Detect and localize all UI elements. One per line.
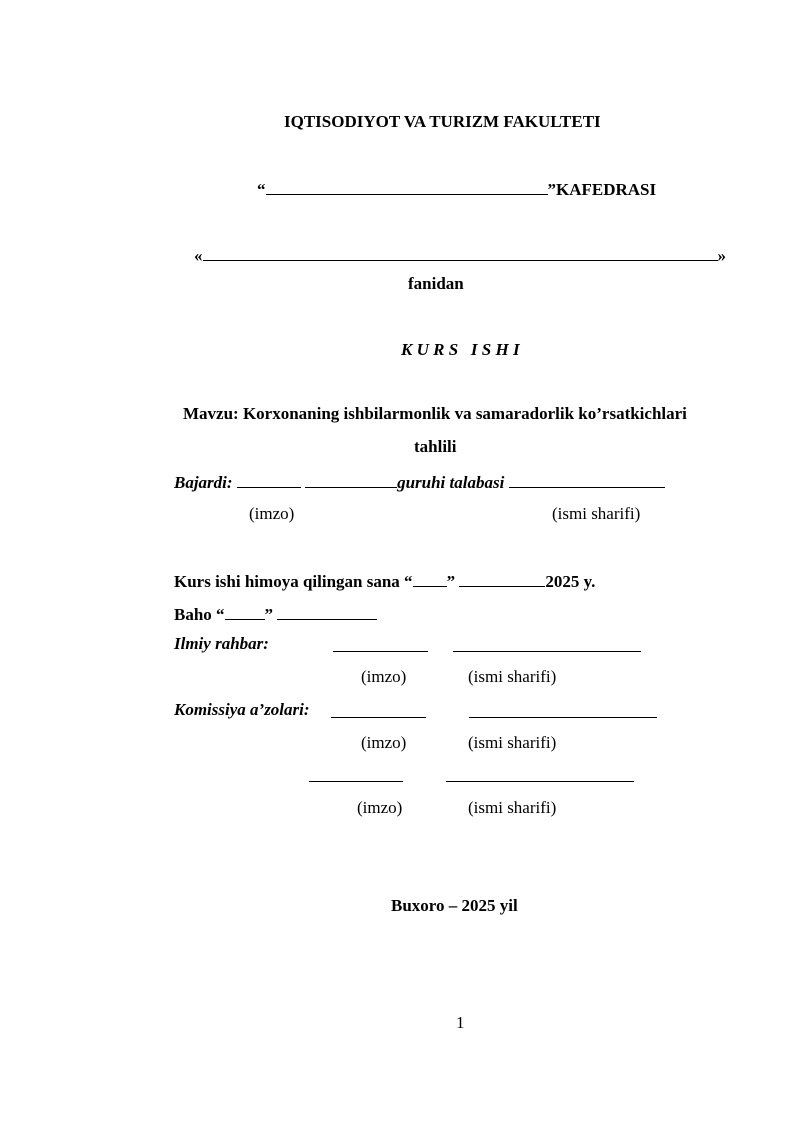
performer-group-text: guruhi talabasi <box>397 473 505 492</box>
supervisor-imzo-caption: (imzo) <box>361 667 407 686</box>
grade-text-blank <box>277 602 377 620</box>
commission-ismi-caption-2: (ismi sharifi) <box>468 798 557 817</box>
grade-value-blank <box>225 602 265 620</box>
performer-name-blank <box>509 470 665 488</box>
defense-day-blank <box>413 569 447 587</box>
defense-date-close-quote: ” <box>446 572 456 591</box>
department-label: ”KAFEDRASI <box>547 180 657 199</box>
performer-label: Bajardi: <box>174 473 233 492</box>
department-blank <box>266 177 548 195</box>
subject-blank <box>203 243 718 261</box>
subject-open: « <box>194 246 203 265</box>
performer-ismi-caption: (ismi sharifi) <box>552 504 641 523</box>
subject-line <box>194 243 726 266</box>
defense-month-blank <box>459 569 545 587</box>
performer-signature-blank <box>237 470 301 488</box>
commission-name-blank-1 <box>469 717 657 718</box>
supervisor-label: Ilmiy rahbar: <box>174 634 269 653</box>
supervisor-signature-blank <box>333 651 428 652</box>
commission-name-blank-2 <box>446 781 634 782</box>
topic-line-1: Mavzu: Korxonaning ishbilarmonlik va samaradorlik ko’rsatkichlari <box>183 404 687 423</box>
supervisor-ismi-caption: (ismi sharifi) <box>468 667 557 686</box>
city-year: Buxoro – 2025 yil <box>391 896 518 915</box>
performer-group-blank <box>305 470 397 488</box>
defense-year: 2025 y. <box>545 572 596 591</box>
department-open-quote: “ <box>257 180 266 199</box>
department-line <box>257 177 656 200</box>
performer-line <box>174 470 665 493</box>
commission-imzo-caption-1: (imzo) <box>361 733 407 752</box>
defense-date-line <box>174 569 595 592</box>
defense-date-label: Kurs ishi himoya qilingan sana “ <box>174 572 413 591</box>
grade-line <box>174 602 377 625</box>
performer-imzo-caption: (imzo) <box>249 504 295 523</box>
topic-line-2: tahlili <box>414 437 457 456</box>
subject-suffix: fanidan <box>408 274 464 293</box>
commission-signature-blank-1 <box>331 717 426 718</box>
grade-label: Baho “ <box>174 605 225 624</box>
grade-close-quote: ” <box>264 605 274 624</box>
page-number: 1 <box>456 1013 465 1032</box>
commission-signature-blank-2 <box>309 781 403 782</box>
commission-imzo-caption-2: (imzo) <box>357 798 403 817</box>
faculty-title: IQTISODIYOT VA TURIZM FAKULTETI <box>284 112 601 131</box>
subject-close: » <box>717 246 726 265</box>
supervisor-name-blank <box>453 651 641 652</box>
document-type: K U R S I S H I <box>401 340 520 359</box>
commission-ismi-caption-1: (ismi sharifi) <box>468 733 557 752</box>
commission-label: Komissiya a’zolari: <box>174 700 310 719</box>
